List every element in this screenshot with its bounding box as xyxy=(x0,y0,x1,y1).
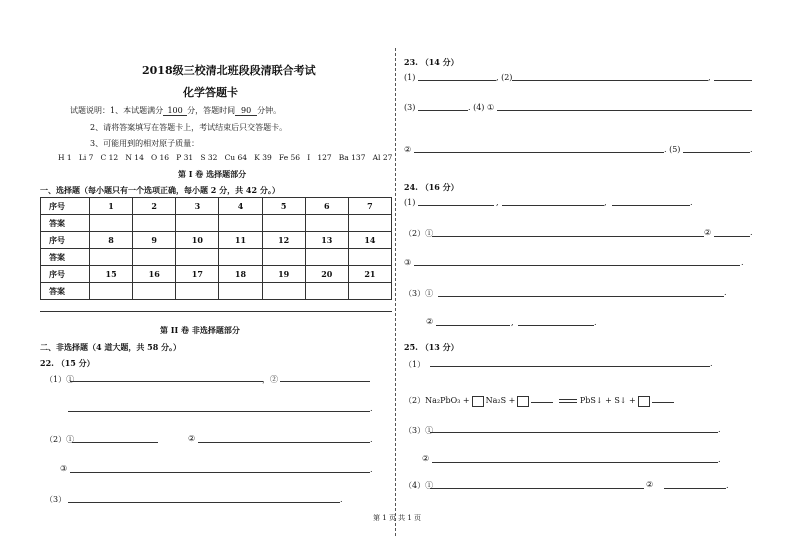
q23-p4-label: . (4) ① xyxy=(468,103,495,112)
q22-2a-blank[interactable] xyxy=(72,442,158,443)
table-cell: 16 xyxy=(133,266,176,283)
answer-cell[interactable] xyxy=(176,249,219,266)
answer-table xyxy=(40,197,392,300)
table-cell: 3 xyxy=(176,198,219,215)
reactant-blank[interactable] xyxy=(531,402,553,403)
q24-p3-label: （3）① xyxy=(404,289,434,298)
answer-cell[interactable] xyxy=(305,249,348,266)
answer-cell[interactable] xyxy=(305,283,348,300)
answer-cell[interactable] xyxy=(219,215,262,232)
answer-cell[interactable] xyxy=(219,283,262,300)
q22-1c-blank[interactable] xyxy=(68,411,370,412)
table-cell: 13 xyxy=(305,232,348,249)
q23-1-blank[interactable] xyxy=(418,80,496,81)
q23-p1b-label: , (2) xyxy=(496,73,513,82)
page-footer: 第 1 页 共 1 页 xyxy=(372,514,422,522)
period: . xyxy=(710,359,713,368)
q24-p2c-label: ③ xyxy=(404,258,412,267)
period: . xyxy=(718,425,721,434)
answer-cell[interactable] xyxy=(90,249,133,266)
period: . xyxy=(726,481,729,490)
table-cell: 21 xyxy=(348,266,391,283)
period: . xyxy=(340,495,343,504)
period: . xyxy=(370,404,373,413)
table-cell: 7 xyxy=(348,198,391,215)
table-cell: 1 xyxy=(90,198,133,215)
period: . xyxy=(370,465,373,474)
q24-p1-label: (1) xyxy=(404,198,416,207)
part2-section: 二、非选择题（4 道大题，共 58 分。） xyxy=(40,342,182,352)
equals-sign xyxy=(559,399,577,403)
answer-cell[interactable] xyxy=(219,249,262,266)
table-label: 答案 xyxy=(41,249,90,266)
table-cell: 6 xyxy=(305,198,348,215)
answer-cell[interactable] xyxy=(262,215,305,232)
table-label: 序号 xyxy=(41,266,90,283)
q22-p2-label: （2）① xyxy=(45,435,75,444)
answer-cell[interactable] xyxy=(133,215,176,232)
q25-p1-label: （1） xyxy=(404,360,426,369)
comma: , xyxy=(511,318,514,327)
period: . xyxy=(690,198,693,207)
notes-line3: 3、可能用到的相对原子质量： xyxy=(90,139,200,148)
q24-p2-label: （2）① xyxy=(404,229,434,238)
q24-2c-blank[interactable] xyxy=(414,265,740,266)
equation-na2s: Na₂S + xyxy=(485,396,516,405)
notes-line1-prefix: 试题说明：1、本试题满分 xyxy=(70,106,164,115)
table-row xyxy=(41,215,392,232)
table-label: 答案 xyxy=(41,215,90,232)
q23-2a-blank[interactable] xyxy=(512,80,708,81)
answer-cell[interactable] xyxy=(90,215,133,232)
atomic-masses: H 1 Li 7 C 12 N 14 O 16 P 31 S 32 Cu 64 K 39 Fe 56 I 127 Ba 137 Al 27 xyxy=(58,153,393,162)
equation-products: PbS↓ + S↓ + xyxy=(579,396,636,405)
q24-1a-blank[interactable] xyxy=(418,205,494,206)
table-row xyxy=(41,283,392,300)
table-cell: 19 xyxy=(262,266,305,283)
period: . xyxy=(594,318,597,327)
q24-p3b-label: ② xyxy=(426,317,434,326)
q25-equation xyxy=(404,395,674,407)
table-label: 序号 xyxy=(41,232,90,249)
answer-cell[interactable] xyxy=(262,249,305,266)
q22-p2b-label: ② xyxy=(188,434,196,443)
table-cell: 11 xyxy=(219,232,262,249)
q22-p2c-label: ③ xyxy=(60,464,68,473)
table-cell: 4 xyxy=(219,198,262,215)
table-label: 答案 xyxy=(41,283,90,300)
table-cell: 2 xyxy=(133,198,176,215)
q24-1c-blank[interactable] xyxy=(612,205,690,206)
answer-cell[interactable] xyxy=(348,249,391,266)
q23-p3-label: (3) xyxy=(404,103,416,112)
q25-3a-blank[interactable] xyxy=(430,432,718,433)
answer-cell[interactable] xyxy=(133,283,176,300)
product-blank[interactable] xyxy=(652,402,674,403)
table-row xyxy=(41,232,392,249)
answer-cell[interactable] xyxy=(90,283,133,300)
table-label: 序号 xyxy=(41,198,90,215)
q24-p2b-label: ② xyxy=(704,228,712,237)
answer-cell[interactable] xyxy=(348,283,391,300)
q23-p5-label: . (5) xyxy=(664,145,681,154)
table-cell: 5 xyxy=(262,198,305,215)
table-row xyxy=(41,266,392,283)
q25-p4b-label: ② xyxy=(646,480,654,489)
q22-1a-blank[interactable] xyxy=(70,381,263,382)
q23-p1-label: (1) xyxy=(404,73,416,82)
part2-heading: 第 II 卷 非选择题部分 xyxy=(160,325,240,335)
comma: , xyxy=(604,198,607,207)
coefficient-box[interactable] xyxy=(472,396,484,407)
notes-line1-mid: 分，答题时间 xyxy=(187,106,236,115)
table-cell: 20 xyxy=(305,266,348,283)
q25-p4-label: （4）① xyxy=(404,481,434,490)
notes-line1-suffix: 分钟。 xyxy=(257,106,282,115)
table-row xyxy=(41,249,392,266)
column-divider xyxy=(395,48,396,536)
comma: , xyxy=(496,198,499,207)
q24-2a-blank[interactable] xyxy=(432,236,704,237)
q22-2c-blank[interactable] xyxy=(70,472,370,473)
q25-p3-label: （3）① xyxy=(404,426,434,435)
table-cell: 8 xyxy=(90,232,133,249)
q25-3b-blank[interactable] xyxy=(432,462,718,463)
answer-cell[interactable] xyxy=(348,215,391,232)
q23-5-blank[interactable] xyxy=(683,152,750,153)
table-cell: 10 xyxy=(176,232,219,249)
period: . xyxy=(370,435,373,444)
q24-3b-blank[interactable] xyxy=(436,325,510,326)
divider xyxy=(40,311,392,312)
q22-p1b-label: ，② xyxy=(262,375,278,384)
table-cell: 18 xyxy=(219,266,262,283)
period: . xyxy=(750,228,753,237)
table-cell: 17 xyxy=(176,266,219,283)
q22-1b-blank[interactable] xyxy=(280,381,370,382)
q24-3a-blank[interactable] xyxy=(438,296,724,297)
q23-title: 23. （14 分） xyxy=(404,57,459,67)
q24-1b-blank[interactable] xyxy=(502,205,604,206)
q25-p3b-label: ② xyxy=(422,454,430,463)
part1-heading: 第 I 卷 选择题部分 xyxy=(178,169,247,179)
q24-2b-blank[interactable] xyxy=(714,236,750,237)
q25-title: 25. （13 分） xyxy=(404,342,459,352)
q23-2b-blank[interactable] xyxy=(714,80,752,81)
coefficient-box[interactable] xyxy=(638,396,650,407)
q23-4a-blank[interactable] xyxy=(497,110,752,111)
q23-4b-blank[interactable] xyxy=(414,152,664,153)
part1-section: 一、选择题（每小题只有一个选项正确，每小题 2 分，共 42 分。） xyxy=(40,185,280,195)
equation-prefix: （2）Na₂PbO₃ + xyxy=(404,396,470,405)
q22-p1-label: （1）① xyxy=(45,375,75,384)
table-cell: 9 xyxy=(133,232,176,249)
period: . xyxy=(741,258,744,267)
notes-line2: 2、请将答案填写在答题卡上，考试结束后只交答题卡。 xyxy=(90,123,288,132)
answer-cell[interactable] xyxy=(262,283,305,300)
answer-cell[interactable] xyxy=(176,283,219,300)
table-row xyxy=(41,198,392,215)
comma: , xyxy=(708,73,711,82)
q24-3c-blank[interactable] xyxy=(518,325,594,326)
q23-3-blank[interactable] xyxy=(418,110,468,111)
q22-3-blank[interactable] xyxy=(68,502,340,503)
q22-p3-label: （3） xyxy=(45,495,67,504)
q25-4b-blank[interactable] xyxy=(664,488,726,489)
q25-1-blank[interactable] xyxy=(430,366,710,367)
table-cell: 15 xyxy=(90,266,133,283)
q23-p4b-label: ② xyxy=(404,145,412,154)
period: . xyxy=(724,288,727,297)
score-value: 100 xyxy=(163,106,187,116)
table-cell: 14 xyxy=(348,232,391,249)
answer-cell[interactable] xyxy=(305,215,348,232)
period: . xyxy=(750,145,753,154)
time-value: 90 xyxy=(235,106,257,116)
q24-title: 24. （16 分） xyxy=(404,182,459,192)
table-cell: 12 xyxy=(262,232,305,249)
coefficient-box[interactable] xyxy=(517,396,529,407)
page-title: 2018级三校清北班段段清联合考试 xyxy=(142,64,316,77)
period: . xyxy=(718,455,721,464)
q22-title: 22. （15 分） xyxy=(40,358,95,368)
q25-4a-blank[interactable] xyxy=(430,488,644,489)
answer-cell[interactable] xyxy=(176,215,219,232)
notes-line1 xyxy=(70,105,281,116)
q22-2b-blank[interactable] xyxy=(198,442,370,443)
page-subtitle: 化学答题卡 xyxy=(183,86,238,99)
answer-cell[interactable] xyxy=(133,249,176,266)
